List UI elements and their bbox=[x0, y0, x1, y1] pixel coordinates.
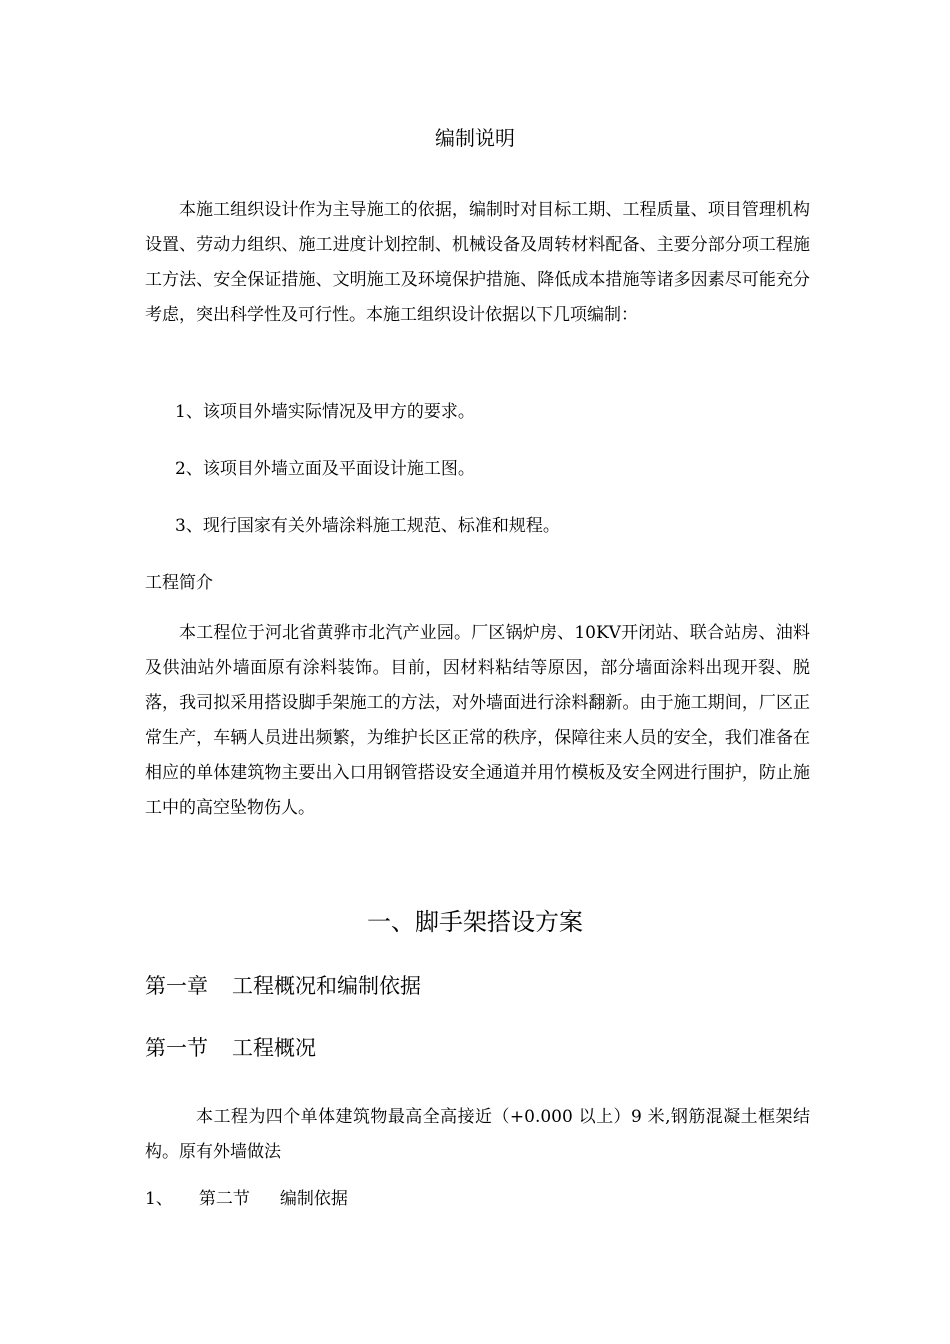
section-1-title: 工程概况 bbox=[232, 1036, 316, 1060]
intro-paragraph: 本施工组织设计作为主导施工的依据，编制时对目标工期、工程质量、项目管理机构设置、劳动力组织、施工进度计划控制、机械设备及周转材料配备、主要分部分项工程施工方法、安全保证措施、文明施工及环境保护措施、降低成本措施等诸多因素尽可能充分考虑，突出科学性及可行性。本施工组织设计依据以下几项编制： bbox=[145, 200, 810, 325]
basis-item-2: 2、该项目外墙立面及平面设计施工图。 bbox=[175, 459, 475, 479]
basis-item-1: 1、该项目外墙实际情况及甲方的要求。 bbox=[175, 402, 475, 422]
overview-paragraph: 本工程位于河北省黄骅市北汽产业园。厂区锅炉房、10KV开闭站、联合站房、油料及供油站外墙面原有涂料装饰。目前，因材料粘结等原因，部分墙面涂料出现开裂、脱落，我司拟采用搭设脚手架施工的方法，对外墙面进行涂料翻新。由于施工期间，厂区正常生产，车辆人员进出频繁，为维护长区正常的秩序，保障往来人员的安全，我们准备在相应的单体建筑物主要出入口用钢管搭设安全通道并用竹模板及安全网进行围护，防止施工中的高空坠物伤人。 bbox=[145, 623, 810, 818]
section-1-paragraph: 本工程为四个单体建筑物最高全高接近（+0.000 以上）9 米,钢筋混凝土框架结构。原有外墙做法 bbox=[145, 1107, 810, 1162]
chapter-1-number: 第一章 bbox=[145, 974, 208, 998]
section-1-heading bbox=[145, 1032, 316, 1062]
overview-label: 工程简介 bbox=[145, 573, 213, 593]
section-1-number: 第一节 bbox=[145, 1036, 208, 1060]
section-2-number: 第二节 bbox=[198, 1189, 250, 1209]
doc-title: 编制说明 bbox=[435, 126, 515, 150]
section-2-title: 编制依据 bbox=[279, 1189, 348, 1209]
section-2-heading bbox=[145, 1184, 348, 1209]
basis-item-3: 3、现行国家有关外墙涂料施工规范、标准和规程。 bbox=[175, 516, 560, 536]
section-2-prefix: 1、 bbox=[145, 1189, 173, 1209]
scaffold-heading: 一、脚手架搭设方案 bbox=[367, 908, 583, 936]
chapter-1-heading bbox=[145, 970, 421, 1000]
chapter-1-title: 工程概况和编制依据 bbox=[232, 974, 421, 998]
